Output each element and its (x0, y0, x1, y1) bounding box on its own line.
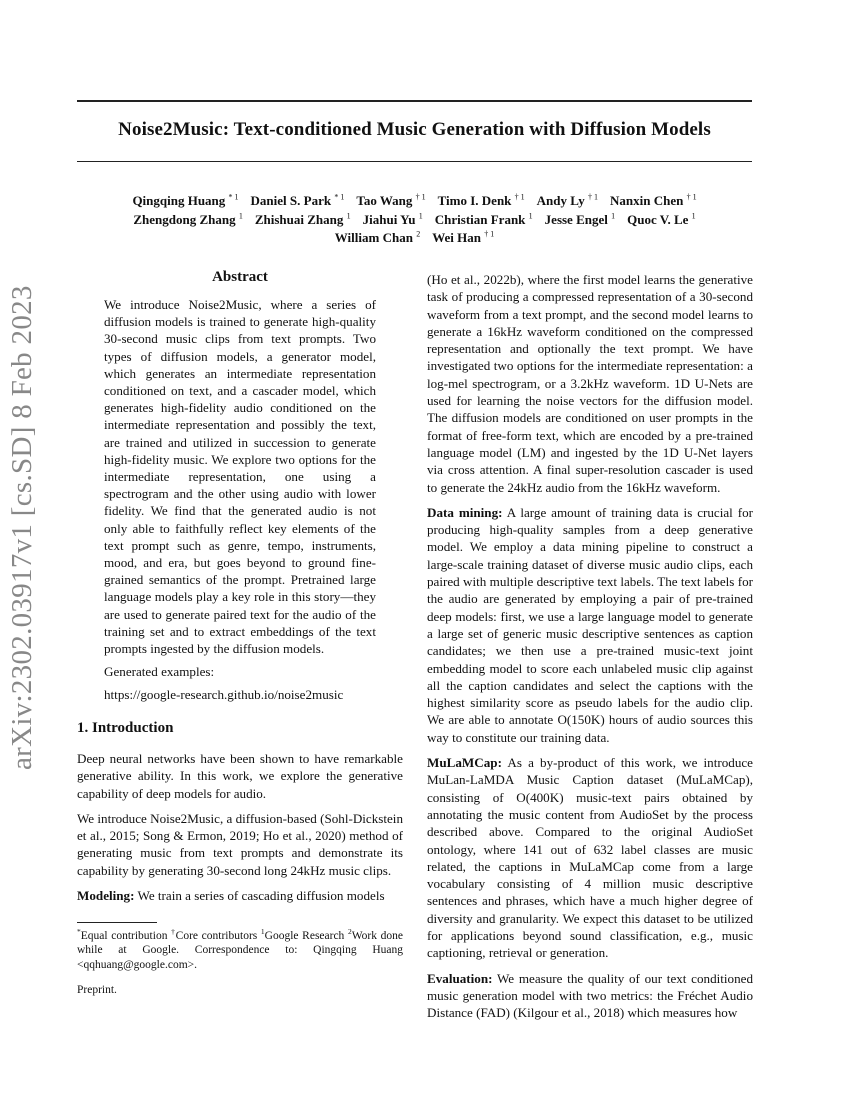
author-affiliation-mark: 1 (691, 211, 696, 221)
author-name: Zhishuai Zhang $^1$ (254, 211, 351, 227)
abstract-heading: Abstract (212, 269, 268, 285)
author-affiliation-mark: † 1 (415, 192, 426, 202)
mulamcap-text: As a by-product of this work, we introduce MuLan-LaMDA Music Caption dataset (MuLaMCap), consisting of O(400K) music-text pairs obtained by annotating the music content from AudioSet by the process described above. Compared to the original AudioSet ontology, where 141 out of 632 label classes are music related, the captions in MuLaMCap come from a large vocabulary consisting of 4 million music descriptive sentences and phrases, which have a much higher degree of diversity and granularity. We expect this dataset to be utilized for applications beyond sound classification, e.g., music captioning, retrieval or generation. (427, 755, 753, 961)
abstract-body: We introduce Noise2Music, where a series of diffusion models is trained to generate high-quality 30-second music clips from text prompts. Two types of diffusion models, a generator model, which generates an intermediate representation conditioned on text, and a cascader model, which generates high-fidelity audio conditioned on the intermediate representation and possibly the text, are trained and utilized in succession to generate high-fidelity music. We explore two options for the intermediate representation, one using a spectrogram and the other using audio with lower fidelity. We find that the generated audio is not only able to faithfully reflect key elements of the text prompt such as genre, tempo, instruments, mood, and era, but goes beyond to ground fine-grained semantics of the prompt. Pretrained large language models play a key role in this story—they are used to generate paired text for the audio of the training set and to extract embeddings of the text prompts ingested by the diffusion models. (104, 297, 376, 657)
author-name: Qingqing Huang $^{* 1}$ (132, 192, 239, 208)
author-name: Nanxin Chen $^{\dagger 1}$ (609, 192, 697, 208)
mulamcap-label: MuLaMCap: (427, 755, 502, 771)
data-mining-paragraph (427, 504, 753, 746)
right-column (427, 271, 753, 1029)
author-affiliation-mark: 1 (238, 211, 243, 221)
author-affiliation-mark: † 1 (587, 192, 598, 202)
author-affiliation-mark: * 1 (228, 192, 239, 202)
modeling-label: Modeling: (77, 888, 135, 904)
author-affiliation-mark: 1 (611, 211, 616, 221)
author-name: Daniel S. Park $^{* 1}$ (250, 192, 345, 208)
author-name: Timo I. Denk $^{\dagger 1}$ (437, 192, 525, 208)
author-name: William Chan $^2$ (334, 229, 421, 245)
intro-paragraph-2: We introduce Noise2Music, a diffusion-based (Sohl-Dickstein et al., 2015; Song & Ermon, 2019; Ho et al., 2020) method of generating music from text prompts and demonstrate its capability by generating 30-second long 24kHz music clips. (77, 810, 403, 878)
data-mining-label: Data mining: (427, 504, 503, 520)
author-affiliation-mark: † 1 (514, 192, 525, 202)
author-affiliation-mark: * 1 (334, 192, 345, 202)
title-top-rule (77, 100, 752, 102)
author-name: Tao Wang $^{\dagger 1}$ (356, 192, 426, 208)
intro-paragraph-3 (77, 887, 403, 904)
evaluation-paragraph (427, 970, 753, 1022)
author-affiliation-mark: † 1 (484, 229, 495, 239)
author-affiliation-mark: 1 (346, 211, 351, 221)
abstract-block (104, 296, 376, 710)
author-name: Jiahui Yu $^1$ (362, 211, 423, 227)
evaluation-label: Evaluation: (427, 970, 493, 986)
intro-paragraph-1: Deep neural networks have been shown to have remarkable generative ability. In this work, we explore the generative capability of deep models for audio. (77, 751, 403, 801)
author-name: Christian Frank $^1$ (434, 211, 533, 227)
introduction-body (77, 750, 403, 912)
author-affiliation-mark: 1 (418, 211, 423, 221)
paper-title: Noise2Music: Text-conditioned Music Generation with Diffusion Models (118, 119, 711, 140)
author-affiliation-mark: † 1 (686, 192, 697, 202)
footnote-rule (77, 922, 157, 923)
author-name: Zhengdong Zhang $^1$ (133, 211, 243, 227)
author-list (77, 192, 752, 248)
evaluation-text: We measure the quality of our text conditioned music generation model with two metrics: the Fréchet Audio Distance (FAD) (Kilgour et al., 2018) which measures how (427, 970, 753, 1021)
data-mining-text: A large amount of training data is crucial for producing high-quality samples from a deep generative model. We employ a data mining pipeline to construct a large-scale training dataset of diverse music audio clips, each paired with multiple descriptive text labels. The text labels for the audio are generated by employing a pair of pre-trained deep models: first, we use a large language model to generate a large set of generic music descriptive sentences as caption candidates; we then use a pre-trained music-text joint embedding model to score each unlabeled music clip against all the caption candidates and select the captions with the highest similarity score as pseudo labels for the audio clip. We are able to annotate O(150K) hours of audio sources this way to constitute our training data. (427, 504, 753, 745)
author-affiliation-mark: 1 (528, 211, 533, 221)
author-name: Jesse Engel $^1$ (544, 211, 616, 227)
arxiv-stamp: arXiv:2302.03917v1 [cs.SD] 8 Feb 2023 (6, 285, 38, 770)
examples-link[interactable]: https://google-research.github.io/noise2music (104, 687, 344, 703)
title-bottom-rule (77, 161, 752, 162)
mulamcap-paragraph (427, 754, 753, 962)
author-name: Quoc V. Le $^1$ (627, 211, 696, 227)
preprint-label: Preprint. (77, 984, 117, 996)
author-affiliation-mark: 2 (416, 229, 421, 239)
introduction-heading: 1. Introduction (77, 720, 174, 736)
examples-label: Generated examples: (104, 664, 215, 680)
author-name: Andy Ly $^{\dagger 1}$ (536, 192, 598, 208)
modeling-text: We train a series of cascading diffusion models (137, 888, 385, 904)
footnote: *Equal contribution †Core contributors $^1$Google Research $^2$Work done while at Google. Correspondence to: Qingqing Huang <qqhuang@google.com>. (77, 927, 404, 971)
right-paragraph-1: (Ho et al., 2022b), where the first model learns the generative task of producing a compressed representation of a 30-second waveform from a text prompt, and the second model learns to generate a 16kHz waveform conditioned on the compressed representation and optionally the text prompt. We have investigated two options for the intermediate representation: a log-mel spectrogram, or a 3.2kHz waveform. 1D U-Nets are used for learning the noise vectors for the diffusion model. The diffusion models are conditioned on user prompts in the format of free-form text, which are encoded by a pre-trained language model (LM) and ingested by the 1D U-Net layers via cross attention. A final super-resolution cascader is used to generate the 24kHz audio from the 16kHz waveform. (427, 272, 753, 495)
author-name: Wei Han $^{\dagger 1}$ (432, 229, 495, 245)
